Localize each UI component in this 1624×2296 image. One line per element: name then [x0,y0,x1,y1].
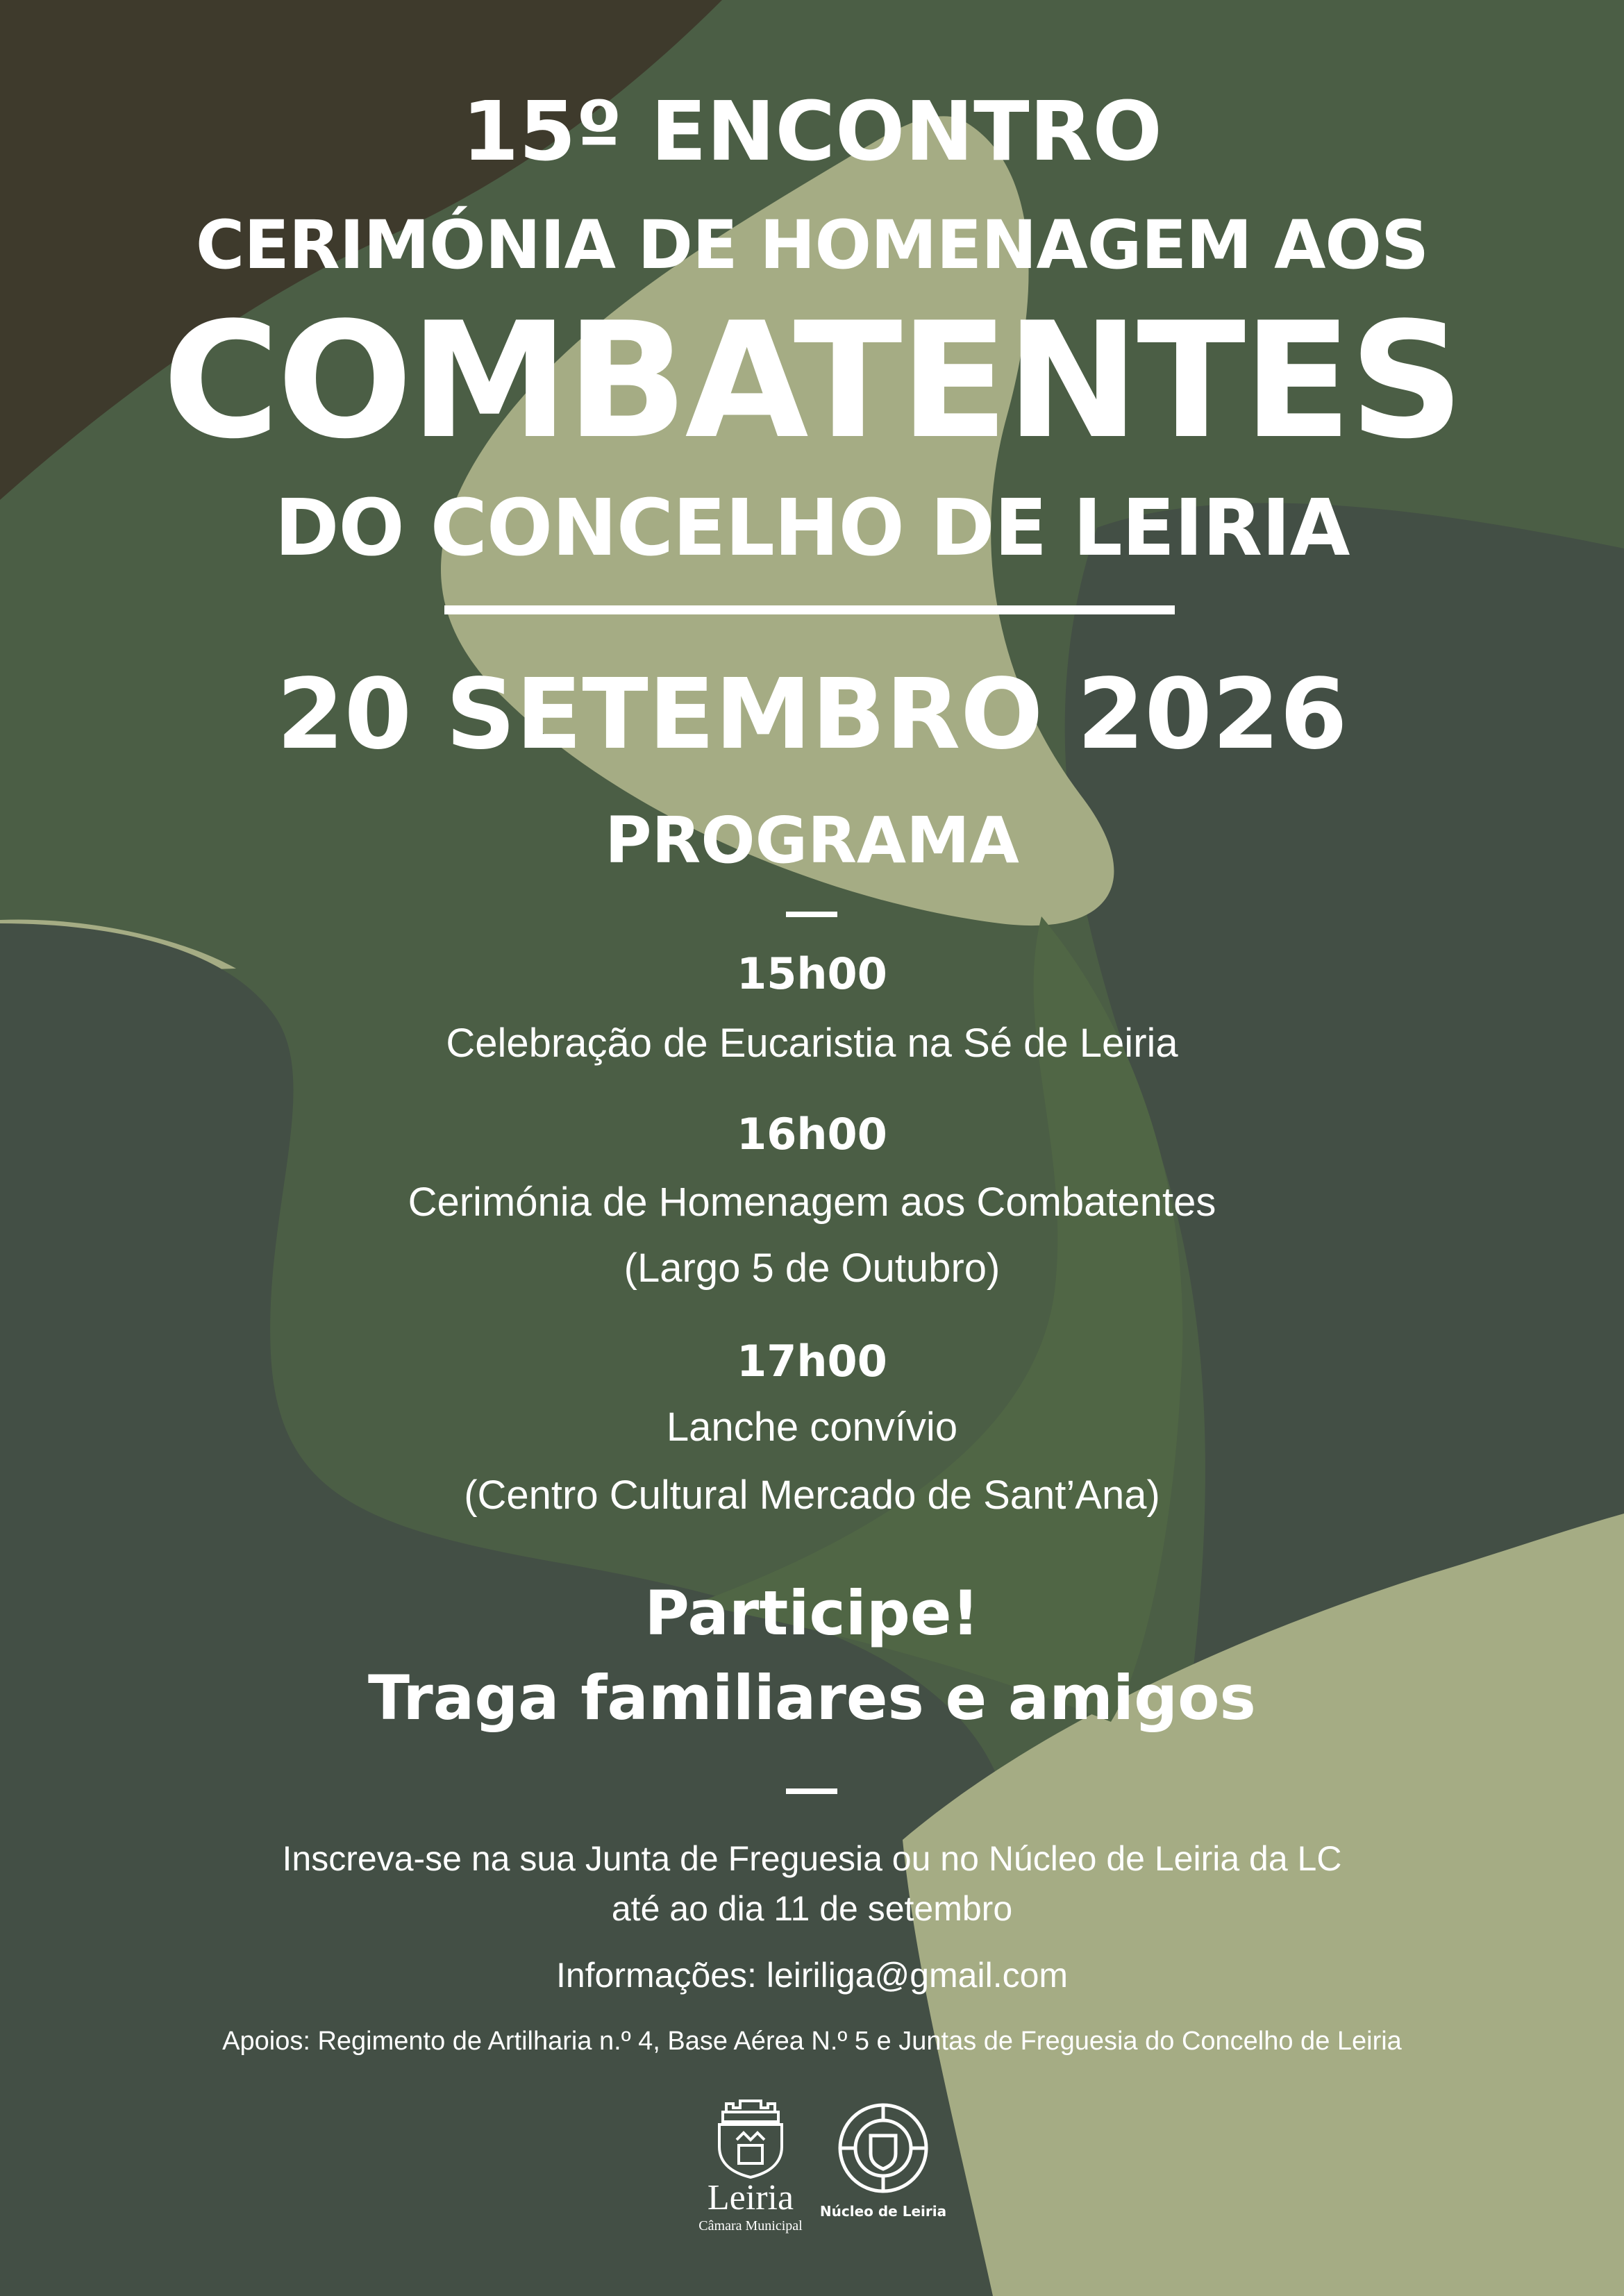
ceremony-subtitle: CERIMÓNIA DE HOMENAGEM AOS [195,206,1429,284]
program-divider [786,912,837,917]
info-email: Informações: leiriliga@gmail.com [555,1956,1069,1995]
program-desc-3-line-1: Lanche convívio [666,1405,958,1450]
league-emblem-icon [835,2100,932,2197]
main-title: COMBATENTES [162,289,1462,474]
registration-line-2: até ao dia 11 de setembro [611,1889,1013,1928]
edition-heading: 15º ENCONTRO [462,83,1162,179]
program-time-3: 17h00 [737,1336,887,1386]
municipality-crest-icon [705,2098,796,2180]
event-date: 20 SETEMBRO 2026 [276,658,1348,771]
program-desc-1-line-1: Celebração de Eucaristia na Sé de Leiria [446,1021,1178,1066]
municipality-line: DO CONCELHO DE LEIRIA [274,483,1350,573]
cta-divider [786,1788,837,1794]
municipality-sub: Câmara Municipal [698,2218,803,2234]
title-divider [444,605,1175,614]
registration-line-1: Inscreva-se na sua Junta de Freguesia ou no Núcleo de Leiria da LC [282,1839,1342,1878]
program-time-1: 15h00 [737,948,887,999]
program-desc-2-line-2: (Largo 5 de Outubro) [623,1246,1001,1291]
municipality-name: Leiria [707,2178,794,2218]
program-time-2: 16h00 [737,1109,887,1159]
program-heading: PROGRAMA [605,803,1019,878]
program-desc-2-line-1: Cerimónia de Homenagem aos Combatentes [408,1180,1216,1225]
program-desc-3-line-2: (Centro Cultural Mercado de Sant’Ana) [464,1473,1160,1518]
supporters-line: Apoios: Regimento de Artilharia n.º 4, Base Aérea N.º 5 e Juntas de Freguesia do Concelho de Leiria [222,2027,1402,2056]
cta-bring-family: Traga familiares e amigos [368,1662,1256,1734]
cta-participate: Participe! [644,1577,980,1649]
league-name: Núcleo de Leiria [819,2203,947,2220]
